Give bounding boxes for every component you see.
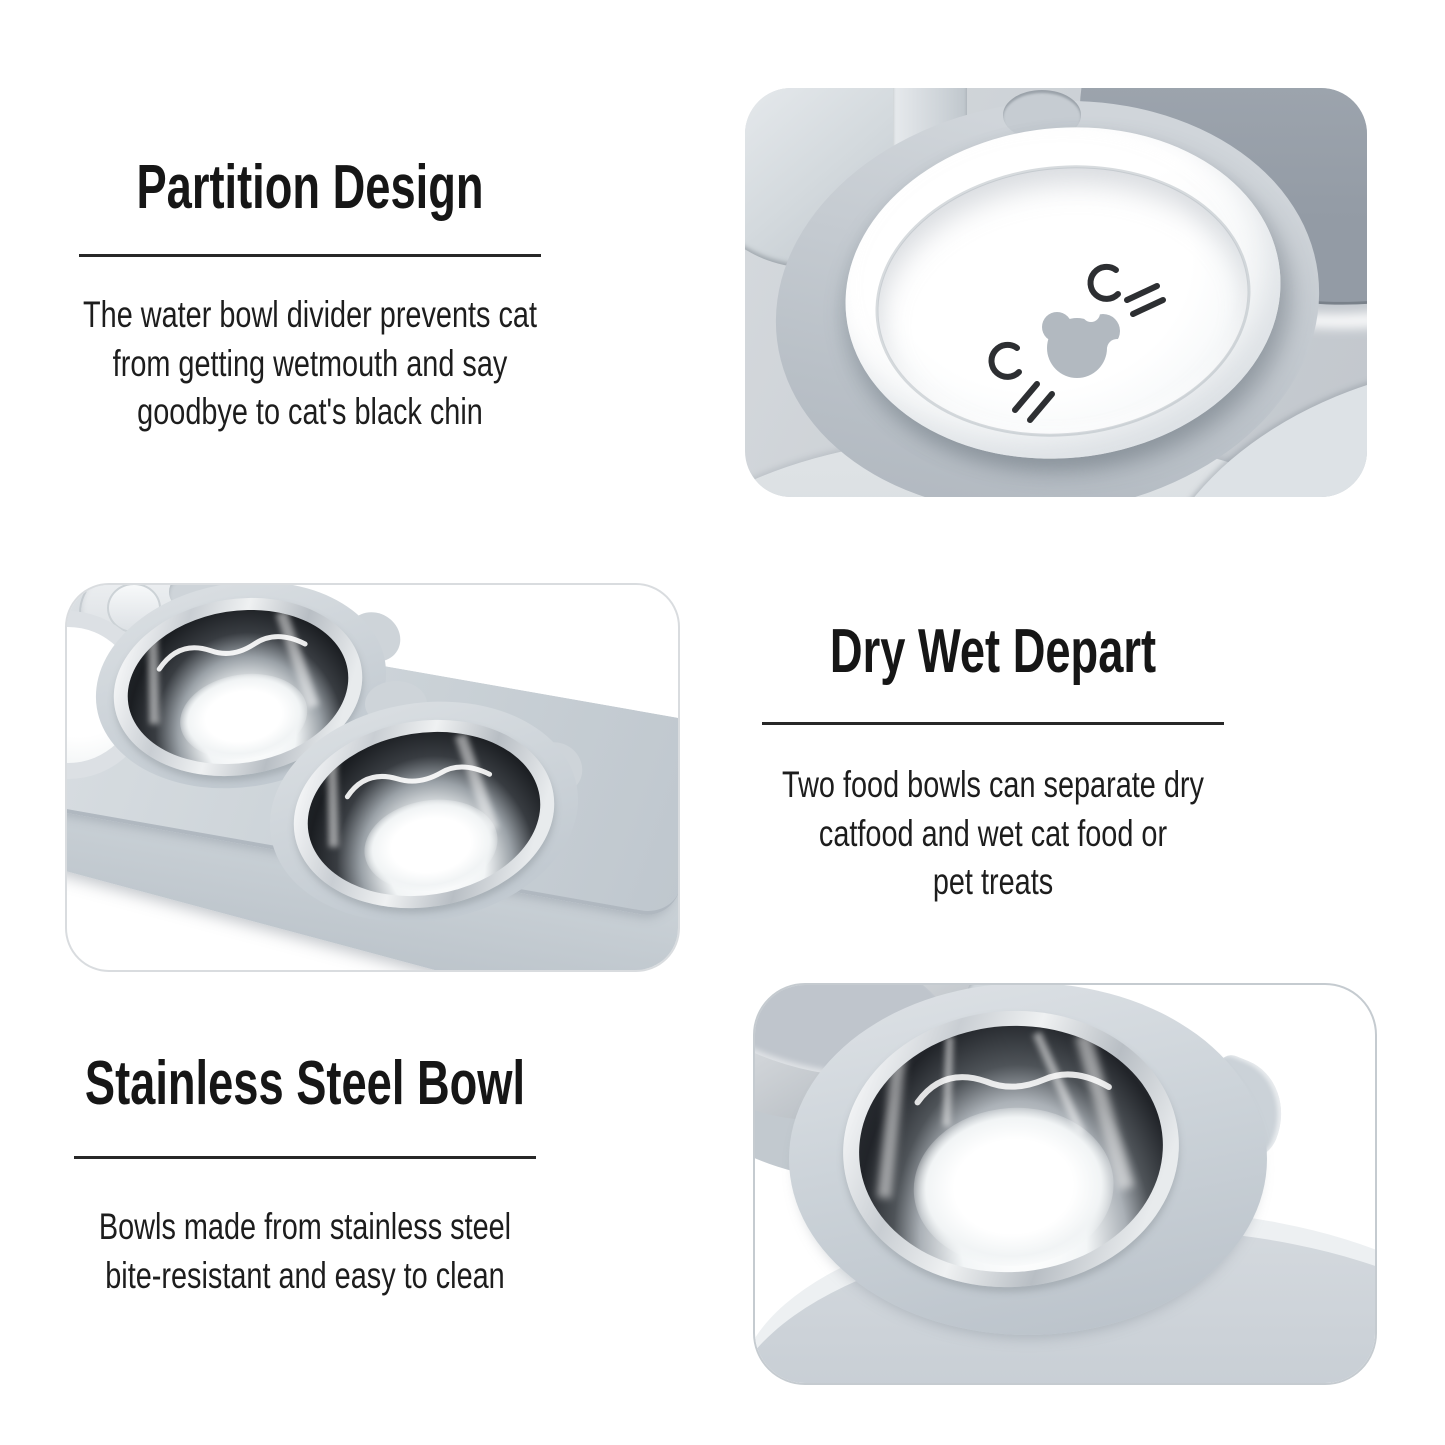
photo-steel-bowl-closeup bbox=[753, 983, 1377, 1385]
body-line: The water bowl divider prevents cat bbox=[83, 294, 537, 335]
section-partition-design bbox=[0, 148, 620, 437]
section-title: Stainless Steel Bowl bbox=[84, 1049, 526, 1118]
steel-bowl-interior bbox=[851, 1016, 1171, 1283]
photo-double-steel-bowls bbox=[65, 583, 680, 972]
body-line: bite-resistant and easy to clean bbox=[105, 1254, 505, 1296]
section-body bbox=[751, 761, 1235, 907]
body-line: goodbye to cat's black chin bbox=[137, 391, 483, 432]
divider-line bbox=[79, 254, 541, 257]
cat-face-cutout-icon bbox=[915, 228, 1185, 438]
section-body bbox=[68, 291, 552, 437]
divider-line bbox=[762, 722, 1224, 725]
body-line: Two food bowls can separate dry bbox=[782, 764, 1204, 805]
section-title: Dry Wet Depart bbox=[829, 617, 1157, 686]
steel-highlight-squiggle bbox=[851, 1016, 1171, 1283]
body-line: catfood and wet cat food or bbox=[818, 812, 1168, 854]
divider-line bbox=[74, 1156, 536, 1159]
photo-water-bowl-closeup bbox=[745, 88, 1367, 497]
section-dry-wet-depart bbox=[683, 612, 1303, 907]
section-stainless-steel-bowl bbox=[0, 1044, 615, 1300]
body-line: Bowls made from stainless steel bbox=[98, 1206, 512, 1247]
section-title: Partition Design bbox=[136, 153, 484, 222]
section-body bbox=[63, 1203, 547, 1300]
body-line: pet treats bbox=[932, 861, 1054, 902]
body-line: from getting wetmouth and say bbox=[112, 342, 508, 384]
